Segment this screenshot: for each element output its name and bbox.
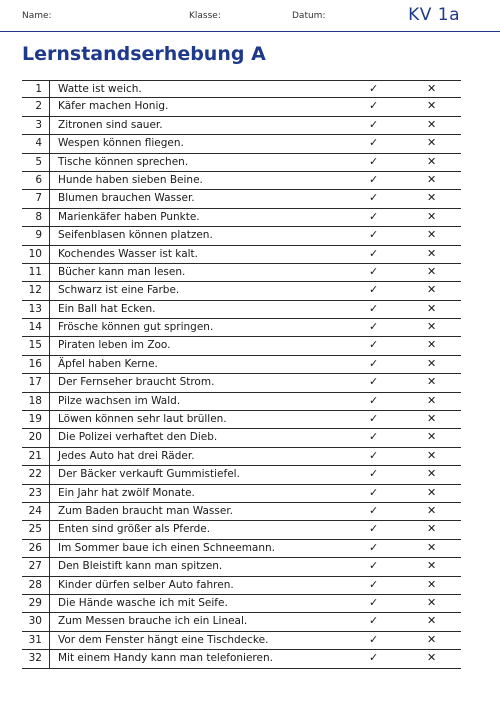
row-number: 25 [28,523,42,536]
statement-text: Zitronen sind sauer. [58,118,163,131]
column-divider [49,319,50,336]
column-divider [49,595,50,612]
cross-icon[interactable]: ✕ [427,356,437,370]
cross-icon[interactable]: ✕ [427,99,437,113]
column-divider [49,227,50,244]
column-divider [49,558,50,575]
statement-text: Enten sind größer als Pferde. [58,523,211,536]
statement-text: Watte ist weich. [58,83,142,95]
row-number: 21 [28,449,42,462]
row-number: 1 [35,83,42,95]
check-icon[interactable]: ✓ [369,467,379,481]
check-icon[interactable]: ✓ [369,448,379,462]
row-number: 7 [35,192,42,205]
statement-text: Mit einem Handy kann man telefonieren. [58,652,273,665]
table-row [22,319,461,337]
cross-icon[interactable]: ✕ [427,522,437,536]
cross-icon[interactable]: ✕ [427,430,437,444]
table-row [22,595,461,613]
column-divider [49,81,50,97]
check-icon[interactable]: ✓ [369,117,379,131]
cross-icon[interactable]: ✕ [427,154,437,168]
row-number: 32 [28,652,42,665]
statement-text: Schwarz ist eine Farbe. [58,284,180,297]
statement-text: Marienkäfer haben Punkte. [58,210,200,223]
cross-icon[interactable]: ✕ [427,172,437,186]
column-divider [49,411,50,428]
table-row [22,80,461,98]
column-divider [49,337,50,354]
cross-icon[interactable]: ✕ [427,228,437,242]
check-icon[interactable]: ✓ [369,430,379,444]
statement-table [22,80,461,669]
cross-icon[interactable]: ✕ [427,136,437,150]
column-divider [49,393,50,410]
table-row [22,632,461,650]
table-row [22,264,461,282]
table-row [22,154,461,172]
header-divider [0,31,500,32]
row-number: 8 [35,210,42,223]
check-icon[interactable]: ✓ [369,393,379,407]
statement-text: Hunde haben sieben Beine. [58,173,203,186]
check-icon[interactable]: ✓ [369,522,379,536]
statement-text: Die Hände wasche ich mit Seife. [58,596,228,609]
row-number: 28 [28,578,42,591]
column-divider [49,190,50,207]
cross-icon[interactable]: ✕ [427,540,437,554]
cross-icon[interactable]: ✕ [427,559,437,573]
table-row [22,117,461,135]
column-divider [49,374,50,391]
column-divider [49,448,50,465]
check-icon[interactable]: ✓ [369,485,379,499]
statement-text: Jedes Auto hat drei Räder. [58,449,195,462]
check-icon[interactable]: ✓ [369,191,379,205]
table-row [22,613,461,631]
row-number: 16 [28,357,42,370]
column-divider [49,282,50,299]
statement-text: Vor dem Fenster hängt eine Tischdecke. [58,633,269,646]
cross-icon[interactable]: ✕ [427,614,437,628]
check-icon[interactable]: ✓ [369,320,379,334]
column-divider [49,98,50,115]
cross-icon[interactable]: ✕ [427,246,437,260]
row-number: 14 [28,321,42,334]
row-number: 29 [28,596,42,609]
column-divider [49,246,50,263]
row-number: 4 [35,137,42,150]
row-number: 6 [35,173,42,186]
table-row [22,485,461,503]
cross-icon[interactable]: ✕ [427,448,437,462]
row-number: 20 [28,431,42,444]
check-icon[interactable]: ✓ [369,246,379,260]
cross-icon[interactable]: ✕ [427,264,437,278]
cross-icon[interactable]: ✕ [427,467,437,481]
column-divider [49,264,50,281]
cross-icon[interactable]: ✕ [427,503,437,517]
column-divider [49,209,50,226]
cross-icon[interactable]: ✕ [427,117,437,131]
statement-text: Wespen können fliegen. [58,137,184,150]
row-number: 9 [35,229,42,242]
cross-icon[interactable]: ✕ [427,338,437,352]
statement-text: Ein Ball hat Ecken. [58,302,156,315]
table-row [22,301,461,319]
check-icon[interactable]: ✓ [369,614,379,628]
check-icon[interactable]: ✓ [369,209,379,223]
statement-text: Zum Messen brauche ich ein Lineal. [58,615,248,628]
check-icon[interactable]: ✓ [369,540,379,554]
statement-text: Die Polizei verhaftet den Dieb. [58,431,218,444]
statement-text: Tische können sprechen. [58,155,189,168]
statement-text: Kinder dürfen selber Auto fahren. [58,578,234,591]
column-divider [49,154,50,171]
class-label: Klasse: [189,11,221,21]
table-row [22,448,461,466]
table-row [22,411,461,429]
check-icon[interactable]: ✓ [369,264,379,278]
statement-text: Kochendes Wasser ist kalt. [58,247,199,260]
row-number: 13 [28,302,42,315]
column-divider [49,135,50,152]
statement-text: Den Bleistift kann man spitzen. [58,560,223,573]
row-number: 18 [28,394,42,407]
row-number: 27 [28,560,42,573]
check-icon[interactable]: ✓ [369,375,379,389]
statement-text: Der Bäcker verkauft Gummistiefel. [58,468,240,481]
statement-text: Bücher kann man lesen. [58,265,186,278]
table-row [22,503,461,521]
date-label: Datum: [292,11,326,21]
table-row [22,650,461,668]
table-row [22,558,461,576]
statement-text: Im Sommer baue ich einen Schneemann. [58,541,276,554]
check-icon[interactable]: ✓ [369,136,379,150]
name-label: Name: [22,11,52,21]
statement-text: Pilze wachsen im Wald. [58,394,181,407]
statement-text: Piraten leben im Zoo. [58,339,171,352]
check-icon[interactable]: ✓ [369,99,379,113]
column-divider [49,485,50,502]
cross-icon[interactable]: ✕ [427,82,437,95]
statement-text: Seifenblasen können platzen. [58,229,213,242]
statement-text: Äpfel haben Kerne. [58,357,158,370]
statement-text: Ein Jahr hat zwölf Monate. [58,486,195,499]
table-row [22,374,461,392]
table-row [22,356,461,374]
cross-icon[interactable]: ✕ [427,375,437,389]
check-icon[interactable]: ✓ [369,338,379,352]
cross-icon[interactable]: ✕ [427,393,437,407]
row-number: 11 [28,265,42,278]
row-number: 22 [28,468,42,481]
table-row [22,190,461,208]
cross-icon[interactable]: ✕ [427,283,437,297]
row-number: 10 [28,247,42,260]
check-icon[interactable]: ✓ [369,172,379,186]
column-divider [49,429,50,446]
check-icon[interactable]: ✓ [369,559,379,573]
cross-icon[interactable]: ✕ [427,301,437,315]
check-icon[interactable]: ✓ [369,577,379,591]
statement-text: Blumen brauchen Wasser. [58,192,195,205]
cross-icon[interactable]: ✕ [427,651,437,665]
row-number: 23 [28,486,42,499]
statement-text: Löwen können sehr laut brüllen. [58,413,227,426]
table-row [22,521,461,539]
table-row [22,429,461,447]
cross-icon[interactable]: ✕ [427,485,437,499]
check-icon[interactable]: ✓ [369,651,379,665]
statement-text: Frösche können gut springen. [58,321,214,334]
row-number: 2 [35,100,42,113]
check-icon[interactable]: ✓ [369,412,379,426]
column-divider [49,117,50,134]
table-row [22,337,461,355]
table-row [22,227,461,245]
page-title: Lernstandserhebung A [22,43,266,65]
table-row [22,282,461,300]
row-number: 15 [28,339,42,352]
table-row [22,540,461,558]
table-row [22,209,461,227]
table-row [22,577,461,595]
column-divider [49,540,50,557]
column-divider [49,172,50,189]
cross-icon[interactable]: ✕ [427,632,437,646]
cross-icon[interactable]: ✕ [427,577,437,591]
statement-text: Zum Baden braucht man Wasser. [58,504,234,517]
check-icon[interactable]: ✓ [369,595,379,609]
column-divider [49,356,50,373]
column-divider [49,301,50,318]
cross-icon[interactable]: ✕ [427,320,437,334]
row-number: 3 [35,118,42,131]
row-number: 30 [28,615,42,628]
cross-icon[interactable]: ✕ [427,595,437,609]
column-divider [49,632,50,649]
row-number: 24 [28,504,42,517]
table-row [22,98,461,116]
check-icon[interactable]: ✓ [369,356,379,370]
check-icon[interactable]: ✓ [369,283,379,297]
row-number: 31 [28,633,42,646]
column-divider [49,521,50,538]
table-row [22,393,461,411]
row-number: 5 [35,155,42,168]
cross-icon[interactable]: ✕ [427,412,437,426]
table-row [22,466,461,484]
check-icon[interactable]: ✓ [369,301,379,315]
column-divider [49,613,50,630]
worksheet-header [0,0,500,32]
column-divider [49,503,50,520]
check-icon[interactable]: ✓ [369,228,379,242]
row-number: 26 [28,541,42,554]
statement-text: Käfer machen Honig. [58,100,169,113]
check-icon[interactable]: ✓ [369,632,379,646]
row-number: 12 [28,284,42,297]
check-icon[interactable]: ✓ [369,154,379,168]
cross-icon[interactable]: ✕ [427,209,437,223]
row-number: 19 [28,413,42,426]
cross-icon[interactable]: ✕ [427,191,437,205]
statement-text: Der Fernseher braucht Strom. [58,376,215,389]
column-divider [49,650,50,667]
column-divider [49,577,50,594]
check-icon[interactable]: ✓ [369,503,379,517]
table-row [22,135,461,153]
table-row [22,172,461,190]
worksheet-code: KV 1a [408,5,460,25]
row-number: 17 [28,376,42,389]
check-icon[interactable]: ✓ [369,82,379,95]
column-divider [49,466,50,483]
table-row [22,246,461,264]
